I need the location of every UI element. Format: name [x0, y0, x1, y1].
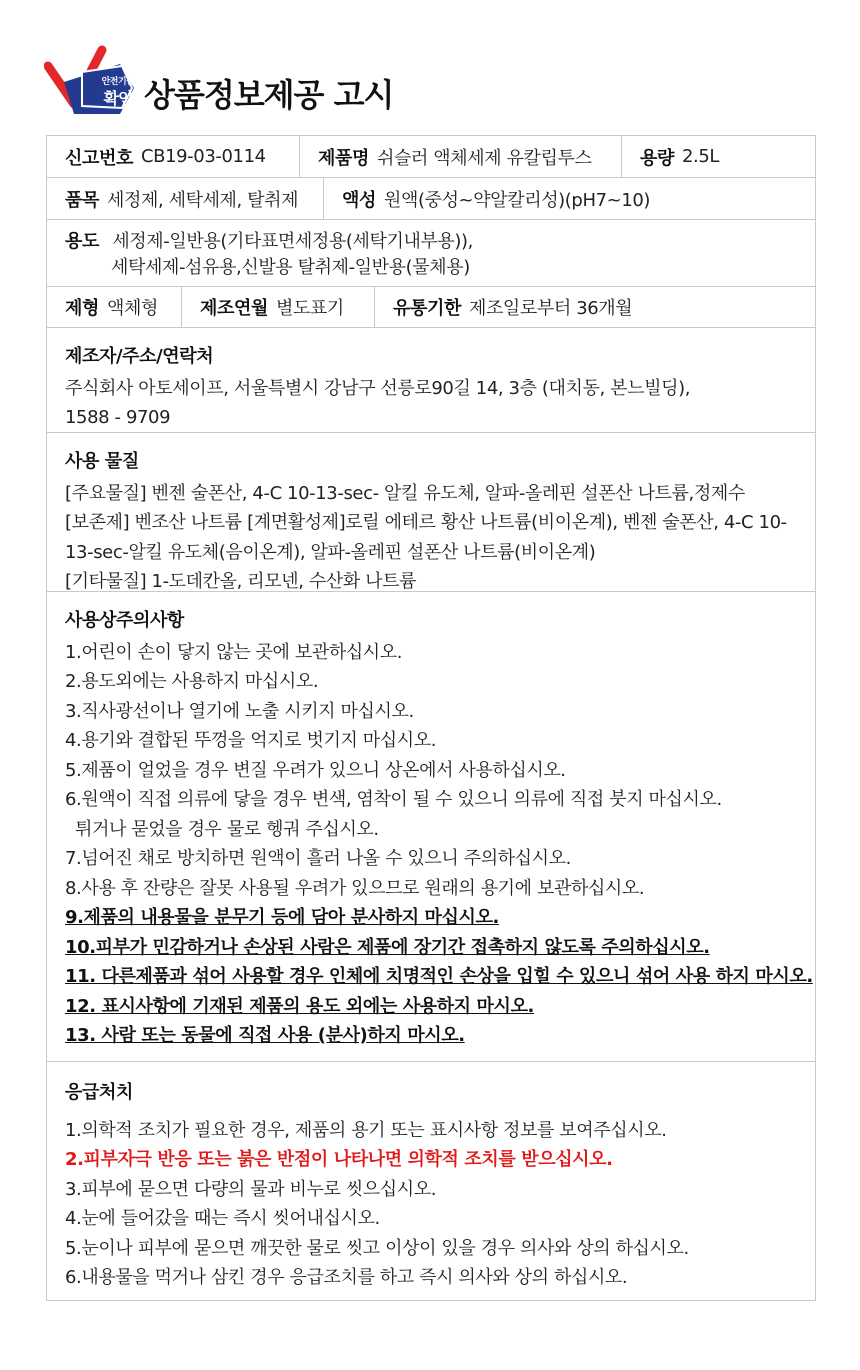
usage-label: 용도 — [65, 231, 99, 252]
logo-big-text: 확인 — [103, 89, 133, 108]
product-name-label: 제품명 — [318, 147, 369, 169]
expiry-value: 제조일로부터 36개월 — [468, 298, 633, 319]
report-number-cell — [47, 136, 299, 177]
substances-section — [47, 433, 815, 592]
volume-cell — [621, 136, 815, 177]
precaution-item: 7.넘어진 채로 방치하면 원액이 흘러 나올 수 있으니 주의하십시오. — [65, 848, 571, 869]
expiry-cell — [374, 287, 815, 327]
row-report — [47, 136, 815, 178]
header — [44, 44, 824, 140]
volume-label: 용량 — [640, 147, 674, 169]
usage-line-1: 세정제-일반용(기타표면세정용(세탁기내부용)), — [112, 231, 473, 252]
first-aid-section — [47, 1062, 815, 1300]
row-usage — [47, 220, 815, 287]
manufacturer-title: 제조자/주소/연락처 — [65, 346, 214, 367]
category-cell — [47, 178, 323, 219]
precaution-item: 8.사용 후 잔량은 잘못 사용될 우려가 있으므로 원래의 용기에 보관하십시오. — [65, 877, 645, 899]
substance-line: [보존제] 벤조산 나트륨 [계면활성제]로릴 에테르 황산 나트륨(비이온계), 벤젠 술폰산, 4-C 10- — [65, 512, 787, 533]
product-name-cell — [299, 136, 621, 177]
substance-line: [주요물질] 벤젠 술폰산, 4-C 10-13-sec- 알킬 유도체, 알파-올레핀 설폰산 나트륨,정제수 — [65, 482, 745, 504]
mfg-date-label: 제조연월 — [200, 298, 268, 319]
substance-line: [기타물질] 1-도데칸올, 리모넨, 수산화 나트륨 — [65, 571, 417, 592]
manufacturer-section — [47, 328, 815, 433]
row-category — [47, 178, 815, 220]
precaution-emphasized-item: 12. 표시사항에 기재된 제품의 용도 외에는 사용하지 마시오. — [65, 995, 534, 1017]
form-value: 액체형 — [106, 298, 158, 319]
precaution-emphasized-item: 13. 사람 또는 동물에 직접 사용 (분사)하지 마시오. — [65, 1025, 465, 1046]
precaution-emphasized-item: 10.피부가 민감하거나 손상된 사람은 제품에 장기간 접촉하지 않도록 주의하십시오. — [65, 936, 710, 958]
category-value: 세정제, 세탁세제, 탈취제 — [106, 189, 299, 211]
precaution-item: 4.용기와 결합된 뚜껑을 억지로 벗기지 마십시오. — [65, 730, 437, 751]
precautions-title: 사용상주의사항 — [65, 610, 184, 631]
first-aid-item: 3.피부에 묻으면 다량의 물과 비누로 씻으십시오. — [65, 1178, 437, 1200]
property-label: 액성 — [342, 189, 376, 211]
report-number-label: 신고번호 — [65, 147, 133, 169]
form-label: 제형 — [65, 298, 99, 319]
precautions-section — [47, 592, 815, 1062]
precaution-item: 2.용도외에는 사용하지 마십시오. — [65, 671, 319, 692]
usage-line-2: 세탁세제-섬유용,신발용 탈취제-일반용(물체용) — [111, 257, 470, 278]
substances-title: 사용 물질 — [65, 451, 139, 472]
expiry-label: 유통기한 — [393, 298, 461, 319]
form-cell — [47, 287, 181, 327]
product-info-table — [46, 135, 816, 1301]
volume-value: 2.5L — [681, 146, 720, 167]
first-aid-item: 1.의학적 조치가 필요한 경우, 제품의 용기 또는 표시사항 정보를 보여주십시오. — [65, 1119, 667, 1141]
mfg-date-cell — [181, 287, 374, 327]
first-aid-item: 4.눈에 들어갔을 때는 즉시 씻어내십시오. — [65, 1208, 380, 1229]
first-aid-title: 응급처치 — [65, 1082, 133, 1103]
manufacturer-line-2: 1588 - 9709 — [65, 407, 171, 428]
precaution-item: 3.직사광선이나 열기에 노출 시키지 마십시오. — [65, 700, 414, 722]
precaution-item: 튀거나 묻었을 경우 물로 헹궈 주십시오. — [75, 818, 379, 840]
row-form — [47, 287, 815, 328]
precaution-emphasized-item: 9.제품의 내용물을 분무기 등에 담아 분사하지 마십시오. — [65, 907, 499, 928]
substance-line: 13-sec-알킬 유도체(음이온계), 알파-올레핀 설폰산 나트륨(비이온계) — [65, 541, 596, 563]
precaution-emphasized-item: 11. 다른제품과 섞어 사용할 경우 인체에 치명적인 손상을 입힐 수 있으니 섞어 사용 하지 마시오. — [65, 966, 813, 987]
mfg-date-value: 별도표기 — [275, 298, 344, 319]
first-aid-item: 5.눈이나 피부에 묻으면 깨끗한 물로 씻고 이상이 있을 경우 의사와 상의 하십시오. — [65, 1237, 689, 1259]
first-aid-warning-item: 2.피부자극 반응 또는 붉은 반점이 나타나면 의학적 조치를 받으십시오. — [65, 1149, 613, 1170]
precaution-item: 6.원액이 직접 의류에 닿을 경우 변색, 염착이 될 수 있으니 의류에 직접 붓지 마십시오. — [65, 789, 722, 810]
first-aid-item: 6.내용물을 먹거나 삼킨 경우 응급조치를 하고 즉시 의사와 상의 하십시오. — [65, 1267, 628, 1288]
precaution-item: 5.제품이 얼었을 경우 변질 우려가 있으니 상온에서 사용하십시오. — [65, 759, 566, 781]
precaution-item: 1.어린이 손이 닿지 않는 곳에 보관하십시오. — [65, 641, 403, 663]
page-title: 상품정보제공 고시 — [144, 76, 394, 114]
safety-check-logo — [44, 44, 140, 124]
report-number-value: CB19-03-0114 — [140, 146, 266, 167]
product-name-value: 쉬슬러 액체세제 유칼립투스 — [376, 147, 592, 169]
manufacturer-line-1: 주식회사 아토세이프, 서울특별시 강남구 선릉로90길 14, 3층 (대치동, 본느빌딩), — [65, 377, 691, 399]
property-cell — [323, 178, 815, 219]
property-value: 원액(중성~약알칼리성)(pH7~10) — [383, 189, 651, 211]
category-label: 품목 — [65, 189, 99, 211]
logo-small-text: 안전기준 — [101, 77, 135, 87]
